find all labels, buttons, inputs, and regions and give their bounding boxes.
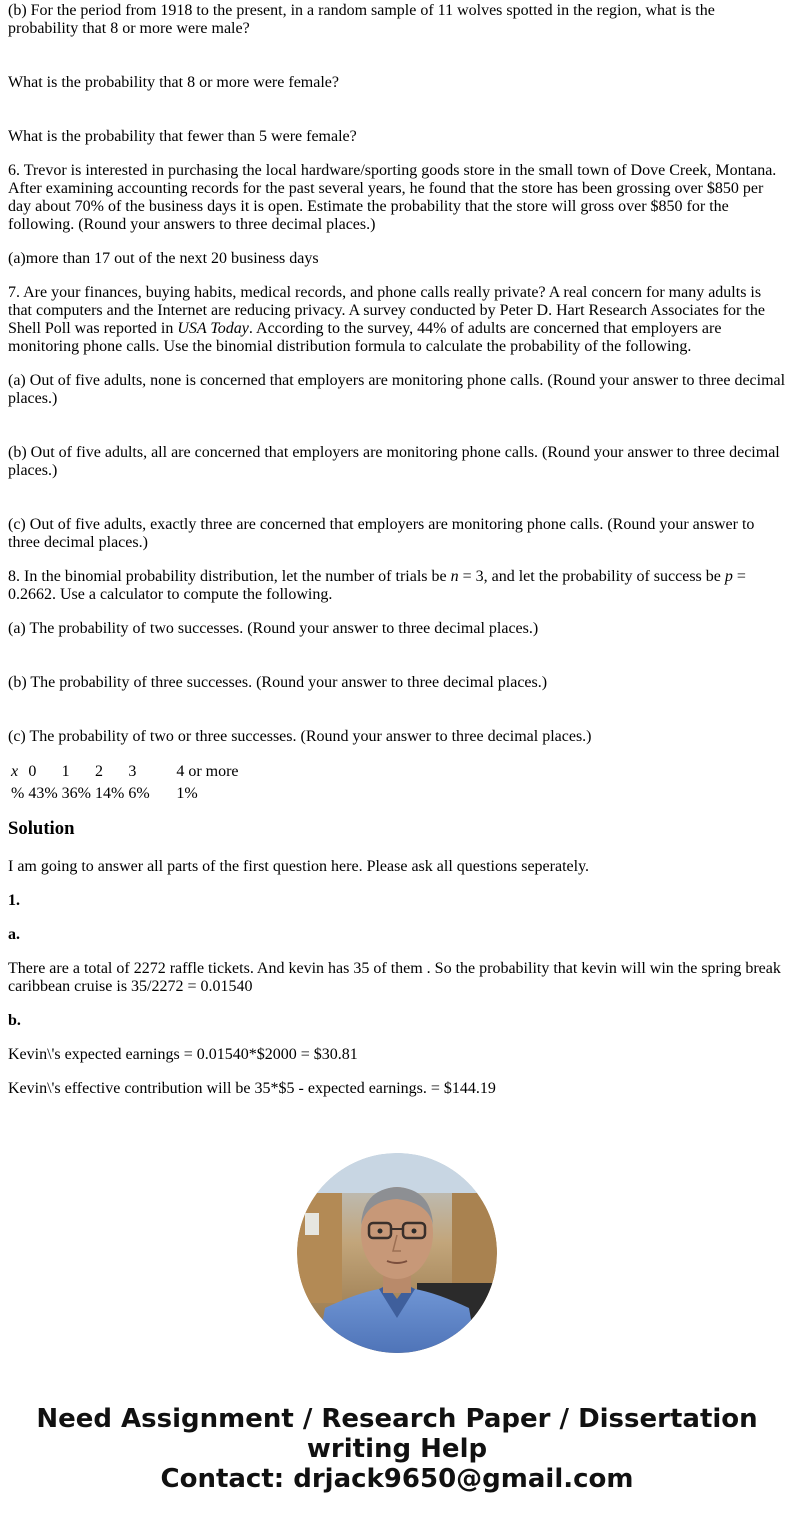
table-cell: 1% [176,785,198,802]
table-cell: 6% [128,785,150,802]
solution-part-a-text: There are a total of 2272 raffle tickets. And kevin has 35 of them . So the probability that kevin will win the spring break caribbean cruise is 35/2272 = 0.01540 [8,960,781,995]
table-header-x [10,762,25,782]
table-row [10,784,240,804]
ad-line-2: writing Help [306,1434,488,1464]
question-7a: (a) Out of five adults, none is concerned that employers are monitoring phone calls. (Round your answer to three decimal places.) [8,372,786,407]
question-7 [8,284,786,356]
ad-contact: Contact: drjack9650@gmail.com [160,1464,634,1494]
table-cell: 36% [61,785,91,802]
question-7-text-2: . According to the survey, 44% of adults are concerned that employers are monitoring phone calls. Use the binomial distribution formula to calculate the probability of the following. [8,320,722,355]
question-8-text-3: = 0.2662. Use a calculator to compute the following. [8,568,746,603]
table-header-percent: % [11,785,25,802]
question-8 [8,568,786,604]
solution-part-a-label: a. [8,926,20,943]
solution-number-1: 1. [8,892,20,909]
question-8-text-2: = 3, and let the probability of success be [458,568,725,585]
document-body [8,2,786,1114]
question-5b-female-8-or-more: What is the probability that 8 or more were female? [8,74,339,91]
advertisement-banner [0,1404,794,1494]
ad-line-1: Need Assignment / Research Paper / Dissertation [36,1404,758,1434]
distribution-table [8,760,242,806]
question-7c: (c) Out of five adults, exactly three are concerned that employers are monitoring phone calls. (Round your answer to three decimal places.) [8,516,755,551]
solution-part-b-label: b. [8,1012,21,1029]
table-cell: 3 [128,763,137,780]
table-row [10,762,240,782]
question-5b: (b) For the period from 1918 to the present, in a random sample of 11 wolves spotted in the region, what is the probability that 8 or more were male? [8,2,715,37]
x-label: x [11,763,19,780]
question-7-text-1: 7. Are your finances, buying habits, medical records, and phone calls really private? A real concern for many adults is that computers and the Internet are reducing privacy. A survey conducted by Peter D. Hart Research Associates for the Shell Poll was reported in [8,284,765,337]
table-cell: 2 [94,763,103,780]
table-cell: 1 [61,763,70,780]
table-cell: 0 [28,763,37,780]
question-6a: (a)more than 17 out of the next 20 business days [8,250,319,267]
solution-part-b-contribution: Kevin\'s effective contribution will be 35*$5 - expected earnings. = $144.19 [8,1080,496,1097]
author-avatar [297,1153,497,1353]
question-8c: (c) The probability of two or three successes. (Round your answer to three decimal places.) [8,728,592,745]
question-6: 6. Trevor is interested in purchasing the local hardware/sporting goods store in the small town of Dove Creek, Montana. After examining accounting records for the past several years, he found that the store has been grossing over $850 per day about 70% of the business days it is open. Estimate the probability that the store will gross over $850 for the following. (Round your answers to three decimal places.) [8,162,777,233]
solution-intro: I am going to answer all parts of the first question here. Please ask all questions seperately. [8,858,590,875]
question-8b: (b) The probability of three successes. (Round your answer to three decimal places.) [8,674,548,691]
question-8-text-1: 8. In the binomial probability distribution, let the number of trials be [8,568,451,585]
table-cell: 43% [28,785,58,802]
solution-heading: Solution [8,818,75,839]
question-8a: (a) The probability of two successes. (Round your answer to three decimal places.) [8,620,539,637]
table-cell: 14% [94,785,125,802]
question-7-publication: USA Today [177,320,249,337]
question-7b: (b) Out of five adults, all are concerned that employers are monitoring phone calls. (Round your answer to three decimal places.) [8,444,780,479]
question-8-n: n [450,568,459,585]
solution-part-b-expected: Kevin\'s expected earnings = 0.01540*$2000 = $30.81 [8,1046,358,1063]
question-8-p: p [724,568,733,585]
table-cell: 4 or more [176,763,239,780]
author-photo [297,1153,497,1353]
question-5b-female-fewer-than-5: What is the probability that fewer than 5 were female? [8,128,357,145]
